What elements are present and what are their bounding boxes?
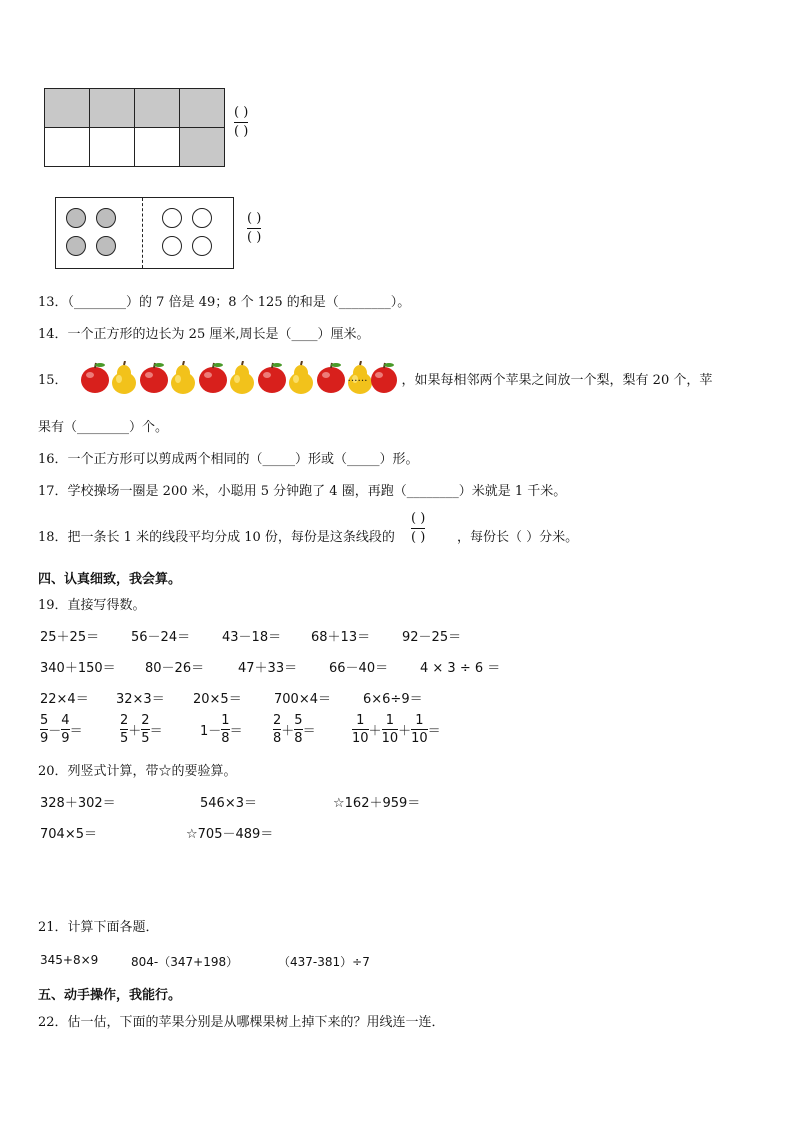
grid-cell (135, 128, 180, 167)
shaded-circle (66, 236, 86, 256)
vertical-calc-item: 328＋302＝ (40, 796, 116, 811)
section-4-heading: 四、认真细致，我会算。 (38, 572, 182, 587)
section-5-heading: 五、动手操作，我能行。 (38, 988, 182, 1003)
vertical-calc-item: 704×5＝ (40, 827, 97, 842)
question-13: 13．（________）的 7 倍是 49；8 个 125 的和是（________）。 (38, 295, 411, 310)
question-20: 20．列竖式计算，带☆的要验算。 (38, 764, 237, 779)
grid-cell-shaded (90, 89, 135, 128)
grid-cell-shaded (180, 89, 225, 128)
question-18: 18．把一条长 1 米的线段平均分成 10 份，每份是这条线段的 (38, 530, 395, 545)
calc-row1-item: 43－18＝ (222, 630, 282, 645)
question-22: 22．估一估，下面的苹果分别是从哪棵果树上掉下来的？用线连一连． (38, 1015, 445, 1030)
fraction-expression-d: 2 8 ＋ 5 8 ＝ (273, 713, 316, 746)
grid-cell (90, 128, 135, 167)
expression-item: 345+8×9 (40, 953, 99, 967)
apples-and-pears-icon (78, 361, 378, 395)
shaded-grid (44, 88, 225, 167)
apple-icon (199, 363, 227, 393)
pear-icon (230, 361, 254, 394)
figure2-fraction-blank: ( ) ( ) (247, 211, 262, 245)
vertical-calc-item: 546×3＝ (200, 796, 257, 811)
empty-circle (192, 208, 212, 228)
circles-box (55, 197, 234, 269)
calc-row3-item: 32×3＝ (116, 692, 165, 707)
calc-row1-item: 25＋25＝ (40, 630, 100, 645)
calc-row3-item: 6×6÷9＝ (363, 692, 423, 707)
calc-row2-item: 66－40＝ (329, 661, 389, 676)
pear-icon (289, 361, 313, 394)
apple-icon (317, 363, 345, 393)
vertical-calc-item: ☆162＋959＝ (333, 796, 421, 811)
question-16: 16．一个正方形可以剪成两个相同的（_____）形或（_____）形。 (38, 452, 419, 467)
dashed-divider (142, 198, 143, 268)
calc-row3-item: 22×4＝ (40, 692, 89, 707)
apple-icon (368, 361, 400, 395)
question-15-line2: 果有（________）个。 (38, 420, 169, 435)
calc-row1-item: 68＋13＝ (311, 630, 371, 645)
calc-row2-item: 340＋150＝ (40, 661, 116, 676)
fraction-expression-e: 1 10 ＋ 1 10 ＋ 1 10 ＝ (352, 713, 441, 746)
question-19: 19．直接写得数。 (38, 598, 146, 613)
question-15: 15． …… ，如果每相邻两个苹果之间放一个梨，梨有 20 个，苹 (38, 361, 712, 395)
question-14: 14．一个正方形的边长为 25 厘米,周长是（____）厘米。 (38, 327, 370, 342)
shaded-circle (96, 236, 116, 256)
empty-circle (162, 208, 182, 228)
empty-circle (162, 236, 182, 256)
expression-item: 804-（347+198） (131, 955, 239, 969)
calc-row2-item: 47＋33＝ (238, 661, 298, 676)
calc-row2-item: 80－26＝ (145, 661, 205, 676)
question-18-tail: ，每份长（ ）分米。 (457, 530, 579, 545)
grid-cell-shaded (45, 89, 90, 128)
vertical-calc-item: ☆705－489＝ (186, 827, 274, 842)
fraction-expression-c: 1－ 1 8 ＝ (200, 713, 243, 746)
question-21: 21．计算下面各题． (38, 920, 159, 935)
grid-cell-shaded (180, 128, 225, 167)
empty-circle (192, 236, 212, 256)
apple-icon (258, 363, 286, 393)
shaded-circle (66, 208, 86, 228)
fruit-row: …… (78, 361, 400, 395)
fraction-expression-b: 2 5 ＋ 2 5 ＝ (120, 713, 163, 746)
grid-cell (45, 128, 90, 167)
calc-row3-item: 20×5＝ (193, 692, 242, 707)
pear-icon (171, 361, 195, 394)
figure1-fraction-blank: ( ) ( ) (234, 105, 249, 139)
pear-icon (112, 361, 136, 394)
calc-row3-item: 700×4＝ (274, 692, 331, 707)
fraction-expression-a: 5 9 － 4 9 ＝ (40, 713, 83, 746)
shaded-circle (96, 208, 116, 228)
apple-icon (81, 363, 109, 393)
calc-row2-item: 4 × 3 ÷ 6 ＝ (420, 661, 501, 676)
apple-icon (140, 363, 168, 393)
calc-row1-item: 56－24＝ (131, 630, 191, 645)
question-17: 17．学校操场一圈是 200 米，小聪用 5 分钟跑了 4 圈，再跑（________）米就是 1 千米。 (38, 484, 567, 499)
calc-row1-item: 92－25＝ (402, 630, 462, 645)
grid-cell-shaded (135, 89, 180, 128)
expression-item: （437-381）÷7 (278, 955, 370, 969)
question-18-fraction-blank: ( ) ( ) (411, 511, 426, 545)
